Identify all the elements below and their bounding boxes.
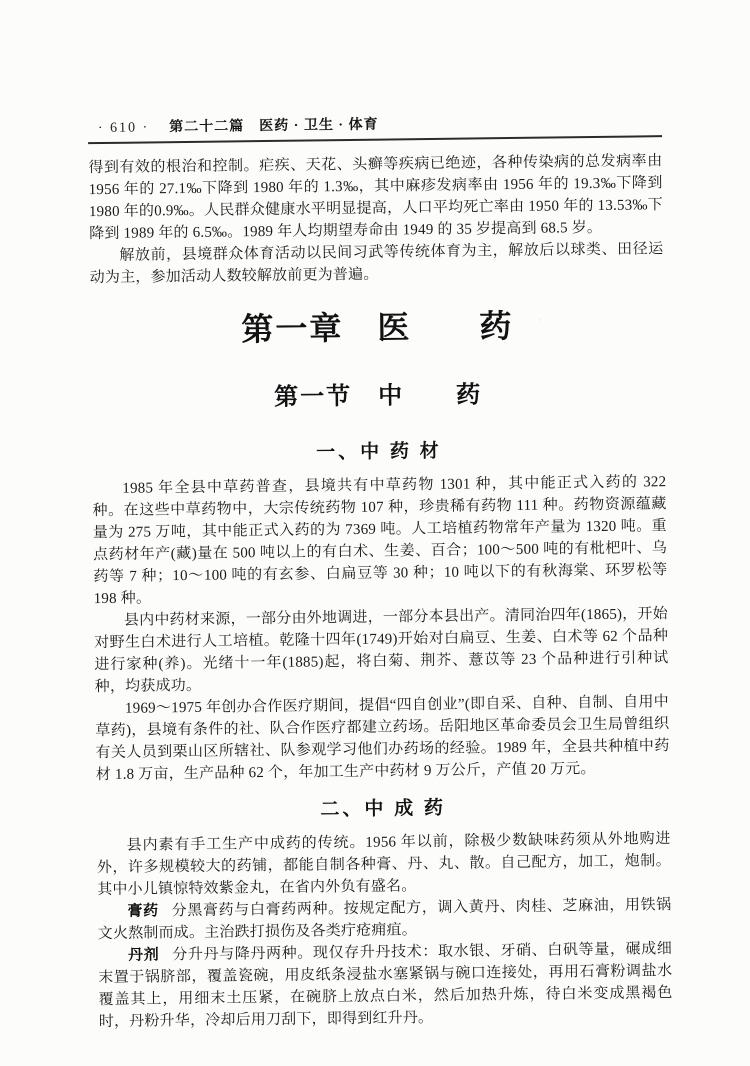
entry-text-plaster: 分黑膏药与白膏药两种。按规定配方，调入黄丹、肉桂、芝麻油，用铁锅文火熬制而成。主治跌打损伤及各类疔疮痈疽。 (97, 897, 672, 943)
entry-term-plaster: 膏药 (127, 903, 159, 920)
body-paragraph: 1969～1975 年创办合作医疗期间，提倡“四自创业”(即自采、自种、自制、自用中草药)，县境有条件的社、队合作医疗都建立药场。岳阳地区革命委员会卫生局曾组织有关人员到栗山区所辖社、队参观学习他们办药场的经验。1989 年，全县共种植中药材 1.8 万亩，生产品种 62 个，年加工生产中药材 9 万公斤，产值 20 万元。 (95, 694, 670, 784)
running-header (88, 110, 662, 144)
running-title: 第二十二篇 医药 · 卫生 · 体育 (169, 117, 379, 136)
section-title: 第一节 中 药 (274, 382, 483, 411)
page-content (88, 110, 673, 1033)
body-paragraph: 县内素有手工生产中成药的传统。1956 年以前，除极少数缺味药须从外地购进外，许多规模较大的药铺，都能自制各种膏、丹、丸、散。自己配方，加工，炮制。其中小儿镇惊特效紫金丸，在省内外负有盛名。 (96, 831, 672, 899)
subsection-heading-patent-medicine: 二、中 成 药 (320, 797, 447, 821)
body-paragraph: 1985 年全县中草药普查，县境共有中草药物 1301 种，其中能正式入药的 322 种。在这些中草药物中，大宗传统药物 107 种，珍贵稀有药物 111 种。药物资源蕴藏量为 275 万吨，其中能正式入药的为 7369 吨。人工培植药物常年产量为 1320 吨。重点药材年产(藏)量在 500 吨以上的有白术、生姜、百合；100～500 吨的有枇杷叶、乌药等 7 种；10～100 吨的有玄参、白扁豆等 30 种；10 吨以下的有秋海棠、环罗松等 198 种。 (92, 474, 668, 608)
entry-text-elixir: 分升丹与降丹两种。现仅存升丹技术：取水银、牙硝、白矾等量，碾成细末置于锅脐部，覆盖瓷碗，用皮纸条浸盐水塞紧锅与碗口连接处，再用石膏粉调盐水覆盖其上，用细末土压紧，在碗脐上放点白米，然后加热升炼，待白米变成黑褐色时，丹粉升华，冷却后用刀刮下，即得到红升丹。 (98, 941, 673, 1031)
body-paragraph: 县内中药材来源，一部分由外地调进，一部分本县出产。清同治四年(1865)，开始对野生白术进行人工培植。乾隆十四年(1749)开始对白扁豆、生姜、白术等 62 个品种进行家种(养)。光绪十一年(1885)起，将白菊、荆芥、薏苡等 23 个品种进行引种试种，均获成功。 (94, 606, 669, 696)
entry-term-elixir: 丹剂 (127, 947, 160, 964)
page-number: · 610 · (97, 120, 150, 137)
intro-paragraph-sports: 解放前，县境群众体育活动以民间习武等传统体育为主，解放后以球类、田径运动为主，参加活动人数较解放前更为普遍。 (89, 241, 664, 287)
subsection-heading-herbal-materials: 一、中 药 材 (315, 440, 442, 464)
entry-paragraph-elixir (98, 938, 673, 1033)
entry-paragraph-plaster (97, 894, 671, 945)
intro-paragraph-continued: 得到有效的根治和控制。疟疾、天花、头癣等疾病已绝迹，各种传染病的总发病率由 1956 年的 27.1‰下降到 1980 年的 1.3‰，其中麻疹发病率由 1956 年的 19.3‰下降到 1980 年的0.9‰。人民群众健康水平明显提高，人口平均死亡率由 1950 年的 13.53‰下降到 1989 年的 6.5‰。1989 年人均期望寿命由 1949 的 35 岁提高到 68.5 岁。 (88, 153, 663, 243)
chapter-title: 第一章 医 药 (241, 307, 514, 348)
